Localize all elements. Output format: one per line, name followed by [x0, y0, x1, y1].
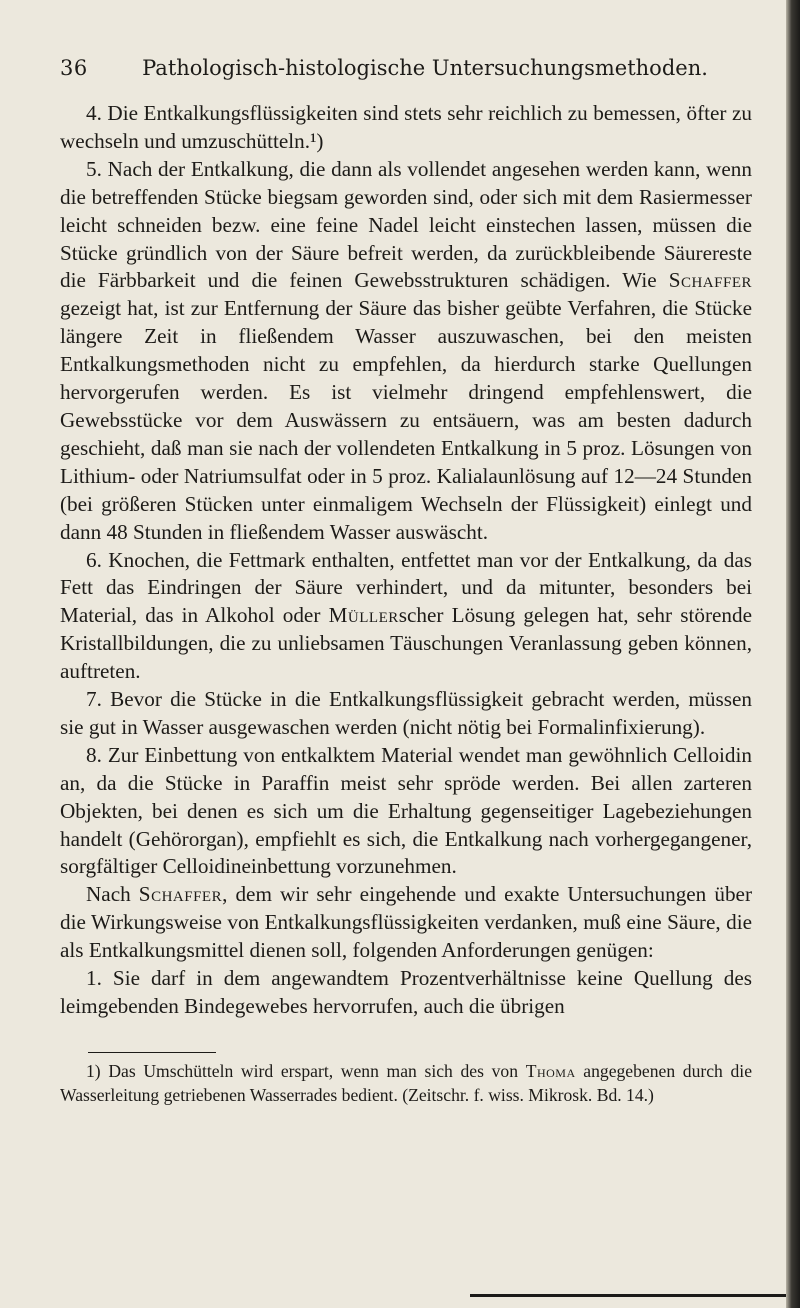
page-header — [60, 56, 760, 86]
paragraph-text: 6. Knochen, die Fettmark enthalten, entfettet man vor der Entkalkung, da das Fett das Eindringen der Säure verhindert, und da mitunter, besonders bei Material, das in Alkohol oder — [60, 547, 752, 628]
author-name: Schaffer — [138, 882, 223, 907]
paragraph-6 — [60, 547, 752, 687]
paragraph-text: 5. Nach der Entkalkung, die dann als vollendet angesehen werden kann, wenn die betreffenden Stücke biegsam geworden sind, oder sich mit dem Rasiermesser leicht schneiden bezw. eine feine Nadel leicht einstechen lassen, müssen die Stücke gründlich von der Säure befreit werden, da zurückbleibende Säurereste die Färbbarkeit und die feinen Gewebsstrukturen schädigen. Wie — [60, 156, 752, 293]
paragraph-requirement-1: 1. Sie darf in dem angewandtem Prozentverhältnisse keine Quellung des leimgebenden Bindegewebes hervorrufen, auch die übrigen — [60, 966, 752, 1018]
page-edge-shadow — [786, 0, 800, 1308]
paragraph-schaffer — [60, 881, 752, 965]
paragraph-text: , dem wir sehr eingehende und exakte Untersuchungen über die Wirkungsweise von Entkalkungsflüssigkeiten verdanken, muß eine Säure, die als Entkalkungsmittel dienen soll, folgenden Anforderungen genügen: — [60, 882, 752, 963]
footnote-text: 1) Das Umschütteln wird erspart, wenn man sich des von — [86, 1061, 526, 1081]
author-name: Thoma — [525, 1061, 576, 1081]
footnote-text: angegebenen durch die Wasserleitung getriebenen Wasserrades bedient. (Zeitschr. f. wiss. Mikrosk. Bd. 14.) — [60, 1061, 753, 1105]
author-name: Schaffer — [668, 268, 752, 293]
paragraph-text: Nach — [86, 882, 139, 907]
paragraph-8: 8. Zur Einbettung von entkalktem Material wendet man gewöhnlich Celloidin an, da die Stücke in Paraffin meist sehr spröde werden. Bei allen zarteren Objekten, bei denen es sich um die Erhaltung gegenseitiger Lagebeziehungen handelt (Gehörorgan), empfiehlt es sich, die Entkalkung nach vorhergegangener, sorgfältiger Celloidineinbettung vorzunehmen. — [60, 742, 752, 879]
footnote — [60, 1060, 752, 1107]
paragraph-7: 7. Bevor die Stücke in die Entkalkungsflüssigkeit gebracht werden, müssen sie gut in Wasser ausgewaschen werden (nicht nötig bei Formalinfixierung). — [60, 687, 752, 739]
author-name: Müller — [328, 603, 399, 628]
running-title: Pathologisch-histologische Untersuchungsmethoden. — [142, 56, 708, 80]
paragraph-text: gezeigt hat, ist zur Entfernung der Säure das bisher geübte Verfahren, die Stücke längere Zeit in fließendem Wasser auszuwaschen, bei den meisten Entkalkungsmethoden nicht zu empfehlen, da hierdurch starke Quellungen hervorgerufen werden. Es ist vielmehr dringend empfehlenswert, die Gewebsstücke vor dem Auswässern zu entsäuern, was am besten dadurch geschieht, daß man sie nach der vollendeten Entkalkung in 5 proz. Lösungen von Lithium- oder Natriumsulfat oder in 5 proz. Kalialaunlösung auf 12—24 Stunden (bei größeren Stücken unter einmaligem Wechseln der Flüssigkeit) einlegt und dann 48 Stunden in fließendem Wasser auswäscht. — [60, 296, 752, 544]
page-number: 36 — [60, 56, 88, 80]
body-text — [60, 100, 752, 1021]
bottom-edge-shadow — [470, 1294, 786, 1297]
footnote-divider — [88, 1052, 216, 1053]
paragraph-5 — [60, 156, 752, 547]
paragraph-text: scher Lösung gelegen hat, sehr störende Kristallbildungen, die zu unliebsamen Täuschungen Veranlassung geben können, auftreten. — [60, 603, 753, 684]
paragraph-4: 4. Die Entkalkungsflüssigkeiten sind stets sehr reichlich zu bemessen, öfter zu wechseln und umzuschütteln.¹) — [60, 101, 752, 153]
